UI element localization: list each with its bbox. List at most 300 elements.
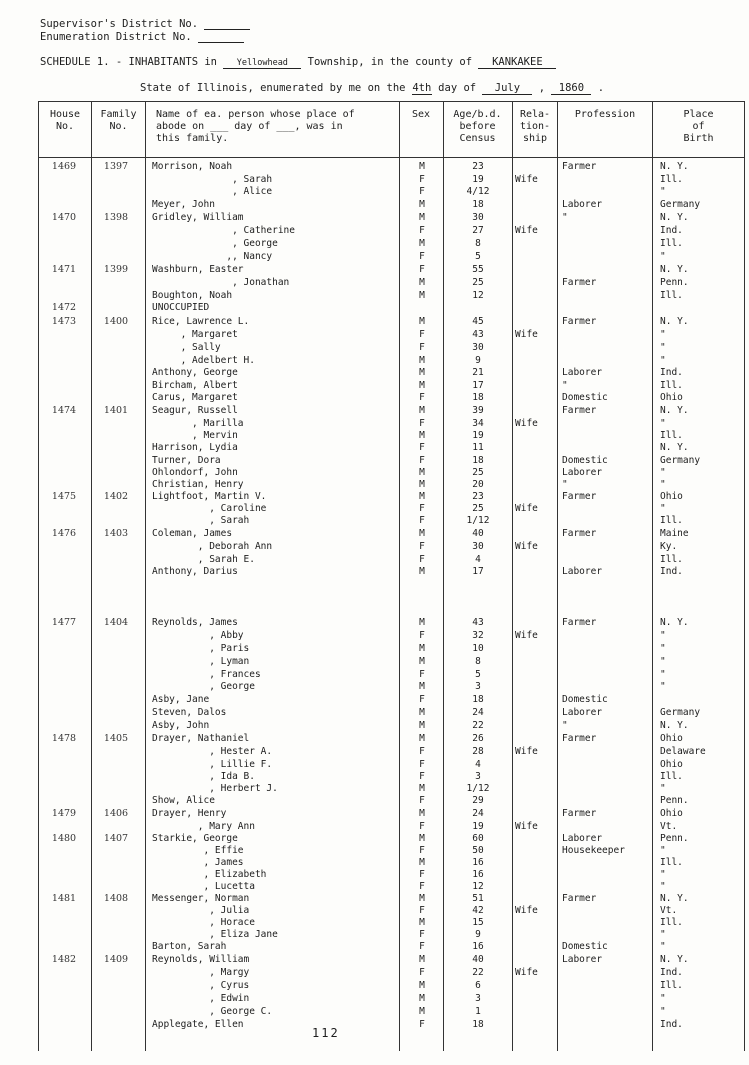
table-row [0, 869, 749, 881]
person-name: , Alice [152, 186, 273, 197]
profession: Domestic [562, 941, 608, 952]
age: 25 [472, 467, 484, 478]
sex: M [419, 833, 425, 844]
profession: Farmer [562, 808, 597, 819]
person-name: Reynolds, James [152, 617, 238, 628]
house-number: 1469 [51, 161, 77, 172]
person-name: Anthony, George [152, 367, 238, 378]
person-name: , Hester A. [152, 746, 273, 757]
sex: M [419, 808, 425, 819]
sex: M [419, 783, 425, 794]
column-header-family: Family No. [100, 109, 137, 132]
person-name: , Sarah [152, 174, 273, 185]
person-name: Show, Alice [152, 795, 215, 806]
enumeration-year: 1860 [551, 82, 591, 95]
birthplace: Ky. [660, 541, 678, 552]
age: 43 [472, 617, 484, 628]
table-row [0, 212, 749, 224]
profession: Farmer [562, 405, 597, 416]
age: 30 [472, 212, 484, 223]
age: 8 [475, 656, 481, 667]
table-row [0, 857, 749, 869]
age: 17 [472, 566, 484, 577]
birthplace: Vt. [660, 821, 678, 832]
column-header-relationship: Rela- tion- ship [519, 109, 551, 144]
county-name: KANKAKEE [478, 56, 556, 69]
age: 15 [472, 917, 484, 928]
age: 4/12 [466, 186, 490, 197]
table-row [0, 225, 749, 237]
relationship: Wife [515, 967, 538, 978]
table-row [0, 720, 749, 732]
sex: F [419, 821, 425, 832]
age: 45 [472, 316, 484, 327]
person-name: , Sally [152, 342, 221, 353]
birthplace: Germany [660, 199, 701, 210]
family-number: 1407 [103, 833, 129, 844]
birthplace: Ind. [660, 225, 683, 236]
birthplace: Penn. [660, 795, 689, 806]
page-number: 112 [312, 1026, 340, 1040]
house-number: 1473 [51, 316, 77, 327]
state-line: State of Illinois, enumerated by me on the 4th day of July , 1860 . [140, 82, 605, 94]
relationship: Wife [515, 329, 538, 340]
sex: M [419, 367, 425, 378]
family-number: 1398 [103, 212, 129, 223]
table-row [0, 917, 749, 929]
table-row [0, 161, 749, 173]
birthplace: " [660, 355, 666, 366]
table-row [0, 733, 749, 745]
house-number: 1479 [51, 808, 77, 819]
sex: M [419, 405, 425, 416]
table-row [0, 554, 749, 566]
family-number: 1405 [103, 733, 129, 744]
person-name: Harrison, Lydia [152, 442, 238, 453]
column-header-sex: Sex [411, 109, 431, 120]
person-name: Ohlondorf, John [152, 467, 238, 478]
table-row [0, 617, 749, 629]
sex: F [419, 881, 425, 892]
state-label: State of Illinois, enumerated by me on the [140, 82, 406, 94]
person-name: Drayer, Henry [152, 808, 227, 819]
person-name: Starkie, George [152, 833, 238, 844]
sex: F [419, 554, 425, 565]
birthplace: Penn. [660, 833, 689, 844]
sex: F [419, 225, 425, 236]
person-name: , Jonathan [152, 277, 290, 288]
table-row [0, 238, 749, 250]
sex: F [419, 186, 425, 197]
birthplace: " [660, 643, 666, 654]
sex: F [419, 795, 425, 806]
table-row [0, 380, 749, 392]
person-name: , Lyman [152, 656, 250, 667]
birthplace: " [660, 251, 666, 262]
table-row [0, 174, 749, 186]
sex: F [419, 418, 425, 429]
sex: M [419, 528, 425, 539]
age: 26 [472, 733, 484, 744]
age: 40 [472, 954, 484, 965]
birthplace: Penn. [660, 277, 689, 288]
sex: F [419, 541, 425, 552]
table-row [0, 503, 749, 515]
table-row [0, 808, 749, 820]
table-row [0, 277, 749, 289]
table-row [0, 528, 749, 540]
age: 18 [472, 1019, 484, 1030]
person-name: Drayer, Nathaniel [152, 733, 250, 744]
sex: M [419, 491, 425, 502]
profession: Farmer [562, 491, 597, 502]
profession: Farmer [562, 893, 597, 904]
profession: Farmer [562, 733, 597, 744]
person-name: , Sarah [152, 515, 250, 526]
table-row [0, 491, 749, 503]
profession: Laborer [562, 367, 603, 378]
age: 16 [472, 941, 484, 952]
profession: Housekeeper [562, 845, 625, 856]
sex: M [419, 656, 425, 667]
house-number: 1475 [51, 491, 77, 502]
age: 34 [472, 418, 484, 429]
schedule-label: SCHEDULE 1. - INHABITANTS in [40, 56, 218, 68]
profession: Laborer [562, 467, 603, 478]
table-row [0, 795, 749, 807]
column-header-name: Name of ea. person whose place of abode on ___ day of ___, was in this family. [156, 109, 355, 144]
person-name: , Eliza Jane [152, 929, 278, 940]
age: 3 [475, 771, 481, 782]
birthplace: Ohio [660, 808, 683, 819]
age: 17 [472, 380, 484, 391]
person-name: Turner, Dora [152, 455, 221, 466]
relationship: Wife [515, 905, 538, 916]
table-row [0, 771, 749, 783]
family-number: 1401 [103, 405, 129, 416]
birthplace: Ill. [660, 380, 683, 391]
table-row [0, 681, 749, 693]
house-number: 1472 [51, 302, 77, 313]
age: 30 [472, 541, 484, 552]
profession: Farmer [562, 528, 597, 539]
birthplace: N. Y. [660, 212, 689, 223]
birthplace: " [660, 656, 666, 667]
birthplace: Ill. [660, 174, 683, 185]
age: 9 [475, 355, 481, 366]
person-name: , Horace [152, 917, 255, 928]
birthplace: " [660, 845, 666, 856]
enumeration-day: 4th [412, 82, 432, 94]
birthplace: N. Y. [660, 954, 689, 965]
sex: M [419, 199, 425, 210]
table-row [0, 264, 749, 276]
person-name: Lightfoot, Martin V. [152, 491, 267, 502]
sex: F [419, 630, 425, 641]
age: 30 [472, 342, 484, 353]
birthplace: " [660, 1006, 666, 1017]
birthplace: N. Y. [660, 161, 689, 172]
age: 3 [475, 993, 481, 1004]
relationship: Wife [515, 821, 538, 832]
birthplace: " [660, 869, 666, 880]
age: 18 [472, 455, 484, 466]
relationship: Wife [515, 541, 538, 552]
age: 28 [472, 746, 484, 757]
person-name: , George [152, 238, 278, 249]
age: 10 [472, 643, 484, 654]
age: 16 [472, 869, 484, 880]
sex: F [419, 869, 425, 880]
profession: " [562, 380, 568, 391]
table-row [0, 1019, 749, 1031]
age: 19 [472, 174, 484, 185]
person-name: Christian, Henry [152, 479, 244, 490]
birthplace: " [660, 993, 666, 1004]
relationship: Wife [515, 746, 538, 757]
age: 42 [472, 905, 484, 916]
person-name: Reynolds, William [152, 954, 250, 965]
relationship: Wife [515, 418, 538, 429]
house-number: 1474 [51, 405, 77, 416]
day-of-label: day of [438, 82, 477, 94]
house-number: 1482 [51, 954, 77, 965]
table-row [0, 418, 749, 430]
birthplace: N. Y. [660, 893, 689, 904]
table-row [0, 993, 749, 1005]
age: 11 [472, 442, 484, 453]
table-row [0, 833, 749, 845]
birthplace: Ill. [660, 857, 683, 868]
sex: F [419, 392, 425, 403]
profession: Laborer [562, 707, 603, 718]
sex: F [419, 515, 425, 526]
year-end: . [597, 82, 605, 94]
sex: M [419, 617, 425, 628]
person-name: Messenger, Norman [152, 893, 250, 904]
table-row [0, 630, 749, 642]
age: 16 [472, 857, 484, 868]
person-name: Steven, Dalos [152, 707, 227, 718]
profession: Domestic [562, 694, 608, 705]
age: 25 [472, 503, 484, 514]
person-name: Carus, Margaret [152, 392, 238, 403]
sex: F [419, 771, 425, 782]
person-name: , Abby [152, 630, 244, 641]
birthplace: " [660, 186, 666, 197]
person-name: , Mervin [152, 430, 238, 441]
birthplace: " [660, 467, 666, 478]
table-row [0, 821, 749, 833]
person-name: , Edwin [152, 993, 250, 1004]
family-number: 1403 [103, 528, 129, 539]
age: 25 [472, 277, 484, 288]
house-number: 1471 [51, 264, 77, 275]
sex: M [419, 993, 425, 1004]
age: 5 [475, 669, 481, 680]
birthplace: N. Y. [660, 442, 689, 453]
column-header-age: Age/b.d. before Census [453, 109, 502, 144]
sex: M [419, 1006, 425, 1017]
table-row [0, 329, 749, 341]
age: 24 [472, 707, 484, 718]
sex: M [419, 380, 425, 391]
birthplace: " [660, 630, 666, 641]
birthplace: Ill. [660, 917, 683, 928]
house-number: 1476 [51, 528, 77, 539]
person-name: , Sarah E. [152, 554, 255, 565]
township-label: Township, in the county of [307, 56, 473, 68]
birthplace: Ill. [660, 290, 683, 301]
family-number: 1399 [103, 264, 129, 275]
age: 19 [472, 430, 484, 441]
sex: F [419, 967, 425, 978]
person-name: , Adelbert H. [152, 355, 255, 366]
birthplace: " [660, 941, 666, 952]
profession: Farmer [562, 161, 597, 172]
sex: F [419, 251, 425, 262]
person-name: , Lucetta [152, 881, 255, 892]
sex: F [419, 694, 425, 705]
enumeration-district-label: Enumeration District No. [40, 31, 192, 43]
supervisor-district-label: Supervisor's District No. [40, 18, 199, 30]
person-name: Asby, John [152, 720, 210, 731]
person-name: , Marilla [152, 418, 244, 429]
person-name: Washburn, Easter [152, 264, 244, 275]
relationship: Wife [515, 174, 538, 185]
table-row [0, 541, 749, 553]
age: 29 [472, 795, 484, 806]
person-name: , Herbert J. [152, 783, 278, 794]
table-row [0, 643, 749, 655]
birthplace: " [660, 418, 666, 429]
age: 24 [472, 808, 484, 819]
age: 43 [472, 329, 484, 340]
age: 32 [472, 630, 484, 641]
age: 12 [472, 290, 484, 301]
sex: M [419, 238, 425, 249]
age: 55 [472, 264, 484, 275]
age: 18 [472, 199, 484, 210]
birthplace: Ind. [660, 566, 683, 577]
sex: M [419, 355, 425, 366]
profession: " [562, 479, 568, 490]
person-name: Coleman, James [152, 528, 233, 539]
age: 50 [472, 845, 484, 856]
column-header-house: House No. [49, 109, 81, 132]
age: 6 [475, 980, 481, 991]
sex: M [419, 479, 425, 490]
table-row [0, 566, 749, 578]
house-number: 1470 [51, 212, 77, 223]
birthplace: " [660, 783, 666, 794]
table-row [0, 316, 749, 328]
person-name: Rice, Lawrence L. [152, 316, 250, 327]
table-row [0, 392, 749, 404]
person-name: , Lillie F. [152, 759, 273, 770]
family-number: 1397 [103, 161, 129, 172]
enumeration-month: July [482, 82, 532, 95]
family-number: 1408 [103, 893, 129, 904]
birthplace: Ohio [660, 733, 683, 744]
person-name: , Ida B. [152, 771, 255, 782]
sex: F [419, 503, 425, 514]
age: 1/12 [466, 783, 490, 794]
profession: " [562, 212, 568, 223]
birthplace: " [660, 503, 666, 514]
sex: M [419, 290, 425, 301]
sex: F [419, 1019, 425, 1030]
age: 21 [472, 367, 484, 378]
table-row [0, 302, 749, 314]
sex: M [419, 566, 425, 577]
sex: F [419, 455, 425, 466]
birthplace: Ill. [660, 980, 683, 991]
table-row [0, 941, 749, 953]
profession: " [562, 720, 568, 731]
sex: M [419, 954, 425, 965]
age: 9 [475, 929, 481, 940]
township-name: Yellowhead [223, 58, 301, 69]
person-name: , Caroline [152, 503, 267, 514]
profession: Laborer [562, 833, 603, 844]
birthplace: N. Y. [660, 316, 689, 327]
age: 40 [472, 528, 484, 539]
person-name: Barton, Sarah [152, 941, 227, 952]
person-name: , Mary Ann [152, 821, 255, 832]
sex: M [419, 316, 425, 327]
family-number: 1400 [103, 316, 129, 327]
birthplace: Ohio [660, 759, 683, 770]
profession: Laborer [562, 199, 603, 210]
table-row [0, 694, 749, 706]
table-row [0, 746, 749, 758]
sex: M [419, 857, 425, 868]
table-row [0, 455, 749, 467]
sex: M [419, 467, 425, 478]
birthplace: N. Y. [660, 617, 689, 628]
sex: F [419, 264, 425, 275]
sex: F [419, 746, 425, 757]
relationship: Wife [515, 225, 538, 236]
person-name: ,, Nancy [152, 251, 273, 262]
age: 27 [472, 225, 484, 236]
person-name: , Frances [152, 669, 261, 680]
house-number: 1478 [51, 733, 77, 744]
age: 1 [475, 1006, 481, 1017]
person-name: Meyer, John [152, 199, 215, 210]
sex: M [419, 720, 425, 731]
sex: F [419, 905, 425, 916]
person-name: Gridley, William [152, 212, 244, 223]
table-row [0, 707, 749, 719]
profession: Domestic [562, 392, 608, 403]
sex: M [419, 681, 425, 692]
table-row [0, 199, 749, 211]
table-row [0, 783, 749, 795]
profession: Laborer [562, 566, 603, 577]
sex: M [419, 277, 425, 288]
house-number: 1480 [51, 833, 77, 844]
birthplace: Ill. [660, 430, 683, 441]
column-header-birthplace: Place of Birth [683, 109, 714, 144]
birthplace: Ill. [660, 515, 683, 526]
birthplace: Ohio [660, 392, 683, 403]
birthplace: Ind. [660, 1019, 683, 1030]
table-row [0, 430, 749, 442]
sex: M [419, 917, 425, 928]
profession: Farmer [562, 617, 597, 628]
